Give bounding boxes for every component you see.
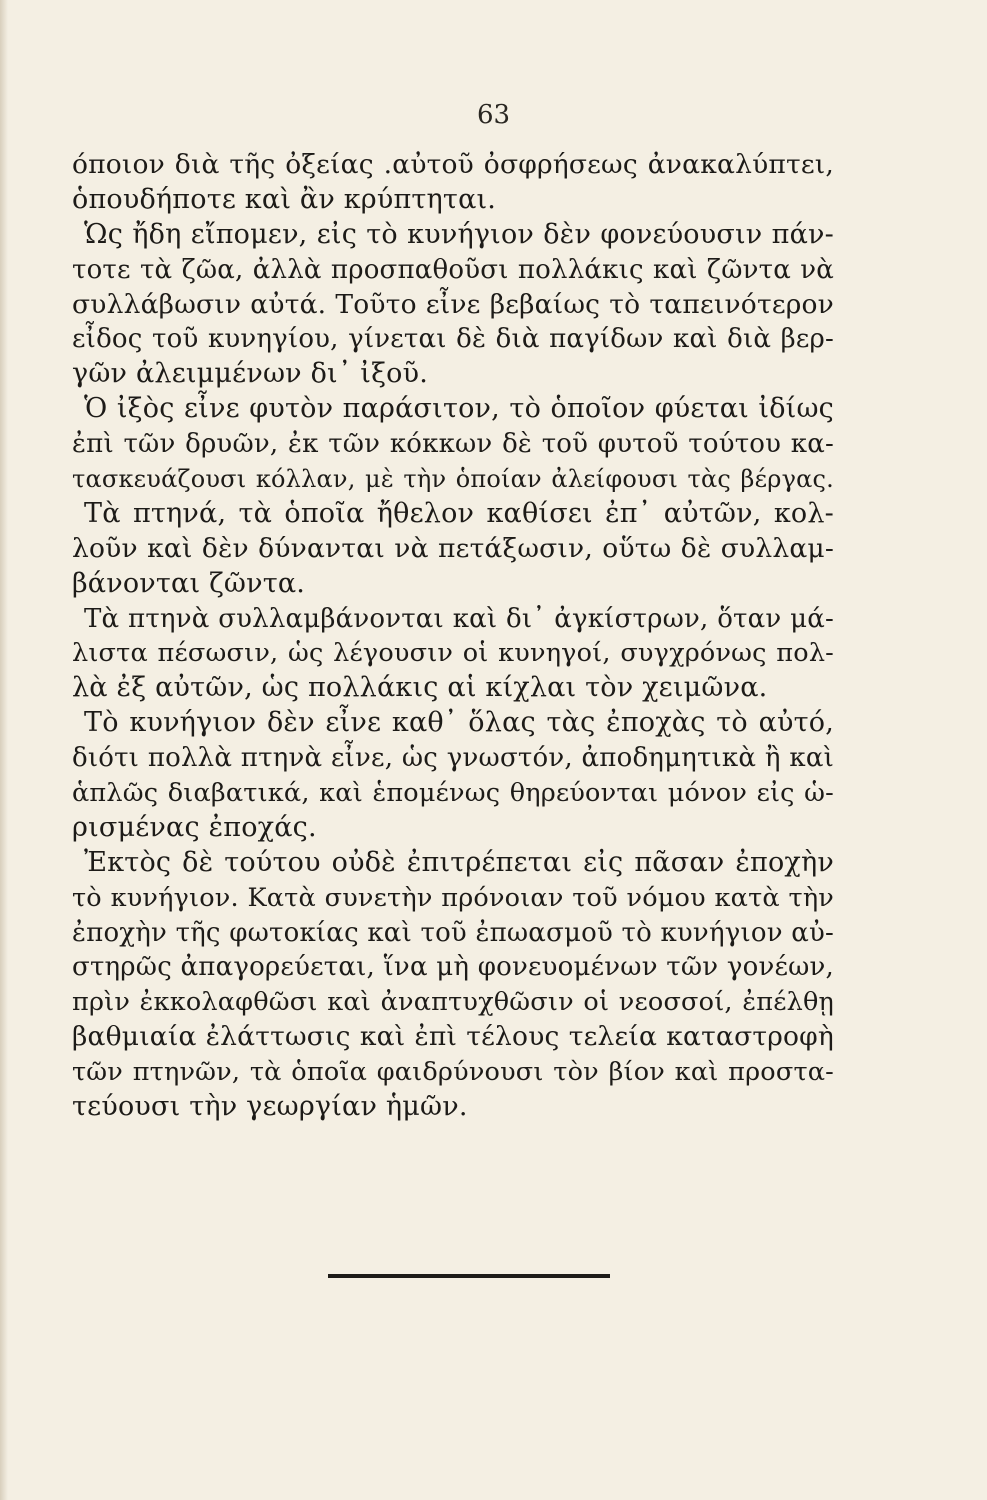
text-line: πρὶν ἐκκολαφθῶσι καὶ ἀναπτυχθῶσιν οἱ νεοσσοί, ἐπέλθῃ <box>72 987 834 1018</box>
text-line: βάνονται ζῶντα. <box>72 567 306 599</box>
text-line: γῶν ἀλειμμένων δι᾽ ἰξοῦ. <box>72 358 429 390</box>
text-line: τὸ κυνήγιον. Κατὰ συνετὴν πρόνοιαν τοῦ νόμου κατὰ τὴν <box>72 882 834 913</box>
text-line: λοῦν καὶ δὲν δύνανται νὰ πετάξωσιν, οὕτω δὲ συλλαμ- <box>72 532 834 564</box>
text-line: Ὁ ἰξὸς εἶνε φυτὸν παράσιτον, τὸ ὁποῖον φύεται ἰδίως <box>84 393 834 425</box>
text-line: τοτε τὰ ζῶα, ἀλλὰ προσπαθοῦσι πολλάκις καὶ ζῶντα νὰ <box>72 254 834 285</box>
text-line: λὰ ἐξ αὐτῶν, ὡς πολλάκις αἱ κίχλαι τὸν χειμῶνα. <box>72 672 768 704</box>
text-line: λιστα πέσωσιν, ὡς λέγουσιν οἱ κυνηγοί, συγχρόνως πολ- <box>72 638 834 669</box>
page-edge <box>0 0 8 1500</box>
text-line: τεύουσι τὴν γεωργίαν ἡμῶν. <box>72 1091 468 1123</box>
body-text <box>72 148 834 1125</box>
text-line: ἐποχὴν τῆς φωτοκίας καὶ τοῦ ἐπωασμοῦ τὸ κυνήγιον αὐ- <box>72 917 834 948</box>
text-line: ἁπλῶς διαβατικά, καὶ ἑπομένως θηρεύονται μόνον εἰς ὡ- <box>72 778 834 809</box>
text-line: ὁπουδήποτε καὶ ἂν κρύπτηται. <box>72 183 497 215</box>
text-line: Τὸ κυνήγιον δὲν εἶνε καθ᾽ ὅλας τὰς ἐποχὰς τὸ αὐτό, <box>84 707 834 739</box>
text-line: Τὰ πτηνὰ συλλαμβάνονται καὶ δι᾽ ἀγκίστρων, ὅταν μά- <box>84 603 834 634</box>
text-line: διότι πολλὰ πτηνὰ εἶνε, ὡς γνωστόν, ἀποδημητικὰ ἢ καὶ <box>72 743 834 774</box>
text-line: ἐπὶ τῶν δρυῶν, ἐκ τῶν κόκκων δὲ τοῦ φυτοῦ τούτου κα- <box>72 429 834 460</box>
text-line: Ἐκτὸς δὲ τούτου οὐδὲ ἐπιτρέπεται εἰς πᾶσαν ἐποχὴν <box>84 846 834 878</box>
text-line: Ὡς ἤδη εἴπομεν, εἰς τὸ κυνήγιον δὲν φονεύουσιν πάν- <box>84 218 834 250</box>
page-number: 63 <box>476 100 511 130</box>
text-line: εἶδος τοῦ κυνηγίου, γίνεται δὲ διὰ παγίδων καὶ διὰ βερ- <box>72 324 834 355</box>
text-line: ρισμένας ἐποχάς. <box>72 811 317 843</box>
section-end-rule <box>328 1274 610 1278</box>
text-line: τῶν πτηνῶν, τὰ ὁποῖα φαιδρύνουσι τὸν βίον καὶ προστα- <box>72 1057 834 1088</box>
text-line: όποιον διὰ τῆς ὀξείας .αὐτοῦ ὀσφρήσεως ἀνακαλύπτει, <box>72 149 834 180</box>
text-line: στηρῶς ἀπαγορεύεται, ἵνα μὴ φονευομένων τῶν γονέων, <box>72 952 834 983</box>
text-line: τασκευάζουσι κόλλαν, μὲ τὴν ὁποίαν ἀλείφουσι τὰς βέργας. <box>72 465 834 494</box>
text-line: βαθμιαία ἐλάττωσις καὶ ἐπὶ τέλους τελεία καταστροφὴ <box>72 1021 834 1053</box>
text-line: Τὰ πτηνά, τὰ ὁποῖα ἤθελον καθίσει ἐπ᾽ αὐτῶν, κολ- <box>84 497 834 529</box>
text-line: συλλάβωσιν αὐτά. Τοῦτο εἶνε βεβαίως τὸ ταπεινότερον <box>72 288 834 320</box>
